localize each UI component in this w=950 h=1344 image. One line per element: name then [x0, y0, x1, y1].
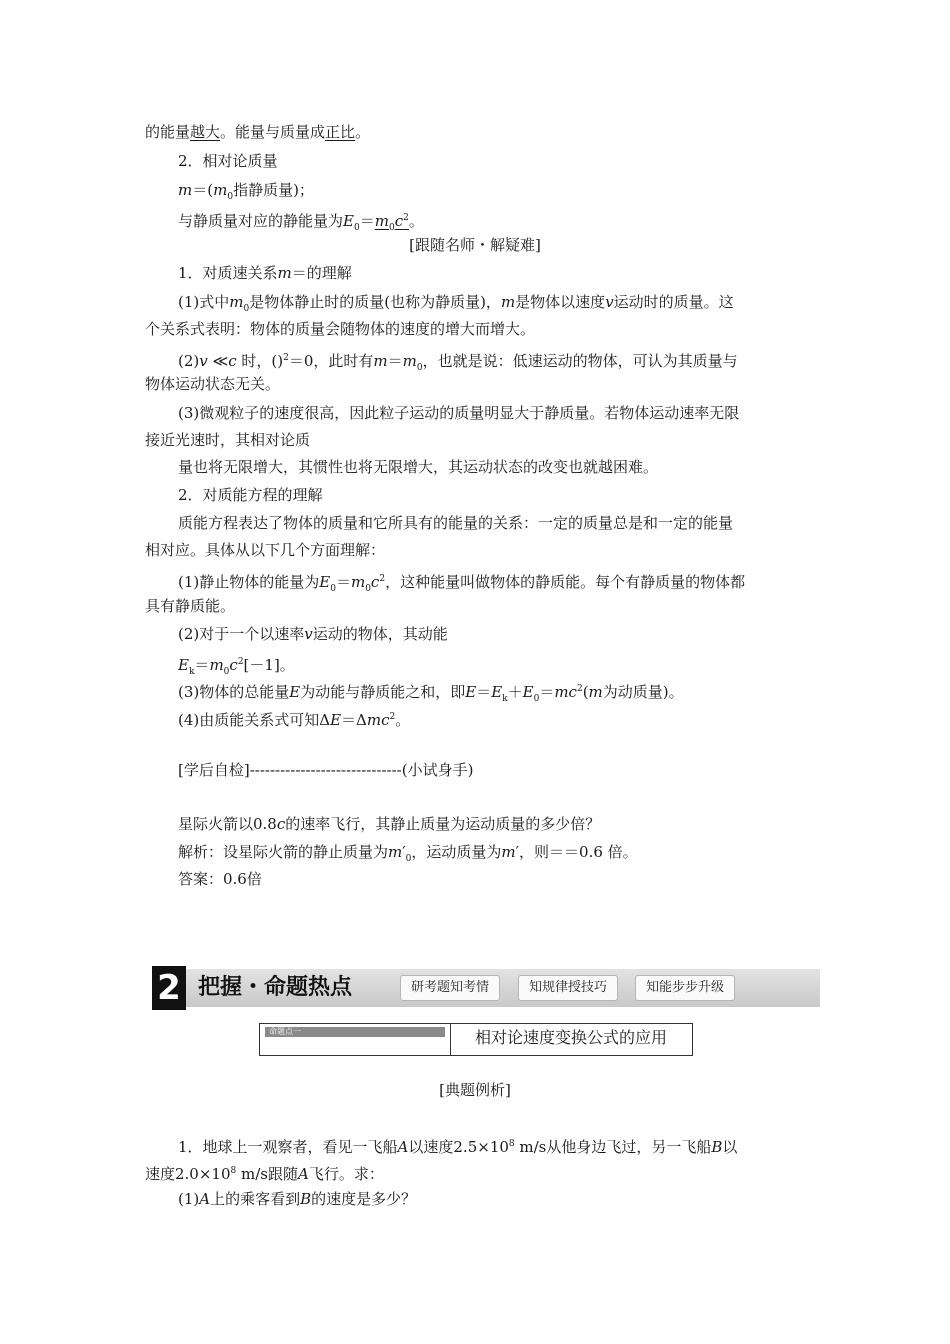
question-text: (1)A上的乘客看到B的速度是多少？: [178, 1190, 417, 1208]
question-text: 星际火箭以0.8c的速率飞行，其静止质量为运动质量的多少倍？: [178, 815, 601, 833]
text-line: (2)v ≪c 时，()$^2$＝0，此时有$m=m_0$，也就是说：低速运动的物体，可认为其质量与: [178, 352, 738, 373]
banner-tag: 知能步步升级: [635, 975, 735, 1001]
text-line: (1)静止物体的能量为$E_0=m_0c^2$，这种能量叫做物体的静质能。每个有静质量的物体都: [178, 573, 746, 594]
text-line: 量也将无限增大，其惯性也将无限增大，其运动状态的改变也就越困难。: [178, 458, 659, 476]
text-line: 质能方程表达了物体的质量和它所具有的能量的关系：一定的质量总是和一定的能量: [178, 514, 734, 532]
banner-title: 把握・命题热点: [198, 975, 353, 1000]
text-line: 物体运动状态无关。: [145, 375, 281, 393]
banner-tag: 知规律授技巧: [518, 975, 618, 1001]
text-line: (1)式中$m_0$是物体静止时的质量(也称为静质量)，m是物体以速度v运动时的质量。这: [178, 293, 734, 314]
formula-line: $E_k=m_0c^2[-1]$。: [178, 656, 295, 677]
text-line: 相对应。具体从以下几个方面理解：: [145, 541, 386, 559]
section-banner: [152, 966, 820, 1010]
topic-label: 命题点一: [265, 1027, 445, 1037]
text-line: $m=(m_0$指静质量)；: [178, 181, 314, 202]
text-line: 接近光速时，其相对论质: [145, 431, 311, 449]
section-label: [学后自检]------------------------------(小试身手): [178, 761, 474, 779]
section-heading: 1．对质速关系m＝的理解: [178, 264, 352, 282]
banner-tag: 研考题知考情: [400, 975, 500, 1001]
section-number: 2: [152, 966, 186, 1010]
text-line: (2)对于一个以速率v运动的物体，其动能: [178, 625, 448, 643]
text-line: 与静质量对应的静能量为$E_0=m_0c^2$。: [178, 212, 424, 233]
topic-title: 相对论速度变换公式的应用: [474, 1028, 667, 1047]
text-line: 个关系式表明：物体的质量会随物体的速度的增大而增大。: [145, 320, 536, 338]
question-text: 速度$2.0\times 10^8$ m/s跟随A飞行。求：: [145, 1165, 384, 1183]
text-line: 具有静质能。: [145, 597, 236, 615]
section-heading: 2．相对论质量: [178, 152, 278, 170]
text-line: (3)微观粒子的速度很高，因此粒子运动的质量明显大于静质量。若物体运动速率无限: [178, 404, 740, 422]
question-text: 1．地球上一观察者，看见一飞船A以速度$2.5\times 10^8$ m/s从他身边飞过，另一飞船B以: [178, 1138, 738, 1156]
section-heading: 2．对质能方程的理解: [178, 486, 323, 504]
section-label: [典题例析]: [439, 1081, 511, 1099]
text-line: (4)由质能关系式可知ΔE＝Δmc$^2$。: [178, 711, 411, 729]
section-label: [跟随名师・解疑难]: [409, 236, 541, 254]
topic-label-cell: [260, 1024, 451, 1055]
text-line: (3)物体的总能量E为动能与静质能之和，即$E=E_k+E_0=mc^2(m$为动质量)。: [178, 683, 684, 704]
text-line: 的能量越大。能量与质量成正比。: [145, 123, 371, 141]
answer-text: 答案：0.6倍: [178, 870, 262, 888]
solution-text: 解析：设星际火箭的静止质量为$m'_0$，运动质量为m′，则＝＝0.6 倍。: [178, 843, 638, 864]
topic-box: [259, 1023, 693, 1056]
